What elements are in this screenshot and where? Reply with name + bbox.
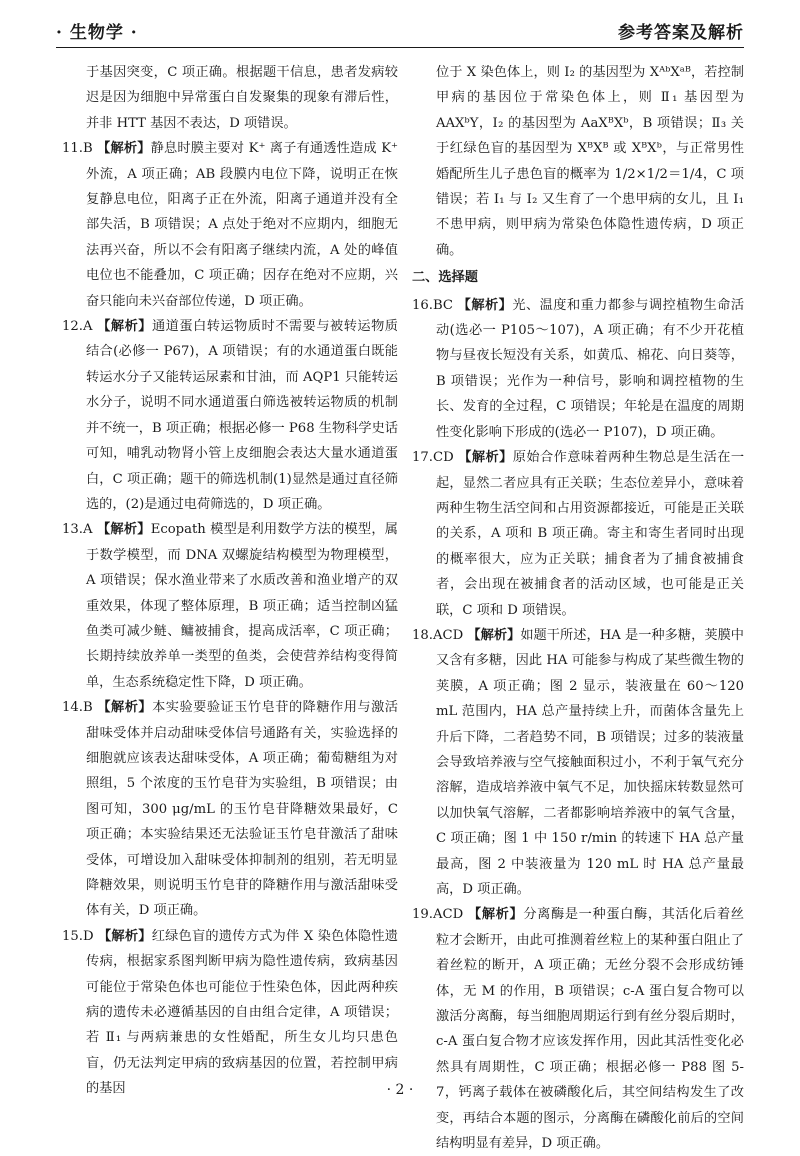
analysis-text: 本实验要验证玉竹皂苷的降糖作用与激活甜味受体并启动甜味受体信号通路有关，实验选择的细胞就应该表达甜味受体，A 项正确；葡萄糖组为对照组，5 个浓度的玉竹皂苷为实验组，B 项错误；由图可知，300 μg/mL 的玉竹皂苷降糖效果最好，C 项正确；本实验结果还无法验证玉竹皂苷激活了甜味受体，可增设加入甜味受体抑制剂的组别，若无明显降糖效果，则说明玉竹皂苷的降糖作用与激活甜味受体有关，D 项正确。 xyxy=(86,700,398,919)
analysis-text: 如题干所述，HA 是一种多糖，荚膜中又含有多糖，因此 HA 可能参与构成了某些微生物的荚膜，A 项正确；图 2 显示，装液量在 60～120 mL 范围内，HA 总产量持续上升，而菌体含量先上升后下降，二者趋势不同，B 项错误；过多的装液量会导致培养液与空气接触面积过小，不利于氧气充分溶解，造成培养液中氧气不足，加快摇床转数显然可以加快氧气溶解，二者都影响培养液中的氧气含量，C 项正确；图 1 中 150 r/min 的转速下 HA 总产量最高，图 2 中装液量为 120 mL 时 HA 总产量最高，D 项正确。 xyxy=(436,627,744,897)
analysis-tag: 【解析】 xyxy=(97,141,151,157)
paragraph-text: 位于 X 染色体上，则 Ⅰ₂ 的基因型为 XᴬᵇXᵃᴮ，若控制甲病的基因位于常染色体上，则 Ⅱ₁ 基因型为 AAXᵇY，Ⅰ₂ 的基因型为 AaXᴮXᵇ，B 项错误；Ⅱ₃ 关于红绿色盲的基因型为 XᴮXᴮ 或 XᴮXᵇ，与正常男性婚配所生儿子患色盲的概率为 1/2×1/2＝1/4，C 项错误；若 Ⅰ₁ 与 Ⅰ₂ 又生育了一个患甲病的女儿，且 Ⅰ₁ 不患甲病，则甲病为常染色体隐性遗传病，D 项正确。 xyxy=(436,65,744,258)
analysis-text: 静息时膜主要对 K⁺ 离子有通透性造成 K⁺ 外流，A 项正确；AB 段膜内电位下降，说明正在恢复静息电位，阳离子正在外流，阳离子通道并没有全部失活，B 项错误；A 点处于绝对不应期内，细胞无法再兴奋，所以不会有阳离子继续内流，A 处的峰值电位也不能叠加，C 项正确；因存在绝对不应期，兴奋只能向未兴奋部位传递，D 项正确。 xyxy=(86,141,399,309)
continued-paragraph xyxy=(412,60,744,263)
analysis-tag: 【解析】 xyxy=(458,450,513,466)
question-number: 16.BC xyxy=(412,297,453,313)
question-number: 17.CD xyxy=(412,450,454,466)
answer-item xyxy=(62,924,398,1102)
header-title: 参考答案及解析 xyxy=(618,23,744,43)
analysis-tag: 【解析】 xyxy=(467,627,521,643)
answer-item xyxy=(62,314,398,517)
analysis-text: 光、温度和重力都参与调控植物生命活动(选必一 P105～107)，A 项正确；有不少开花植物与昼夜长短没有关系，如黄瓜、棉花、向日葵等，B 项错误；光作为一种信号，影响和调控植物的生长、发育的全过程，C 项错误；年轮是在温度的周期性变化影响下形成的(选必一 P107)，D 项正确。 xyxy=(436,297,745,440)
analysis-text: 分离酶是一种蛋白酶，其活化后着丝粒才会断开，由此可推测着丝粒上的某种蛋白阻止了着丝粒的断开，A 项正确；无丝分裂不会形成纺锤体，无 M 的作用，B 项错误；c-A 蛋白复合物可以激活分离酶，每当细胞周期运行到有丝分裂后期时，c-A 蛋白复合物才应该发挥作用，因此其活性变化必然具有周期性，C 项正确；根据必修一 P88 图 5-7，钙离子载体在被磷酸化后，其空间结构发生了改变，再结合本题的图示，分离酶在磷酸化前后的空间结构明显有差异，D 项正确。 xyxy=(436,907,744,1152)
answer-item xyxy=(412,902,744,1156)
content-columns xyxy=(62,60,745,1152)
answer-item xyxy=(62,517,398,695)
question-number: 18.ACD xyxy=(412,627,464,643)
analysis-text: 原始合作意味着两种生物总是生活在一起，显然二者应具有正关联；生态位差异小，意味着两种生物生活空间和占用资源都接近，可能是正关联的关系，A 项和 B 项正确。寄主和寄生者同时出现的概率很大，应为正关联；捕食者为了捕食被捕食者，会出现在被捕食者的活动区域，也可能是正关联，C 项和 D 项错误。 xyxy=(436,450,745,618)
section-heading: 二、选择题 xyxy=(412,270,478,286)
question-number: 15.D xyxy=(62,928,94,944)
question-number: 13.A xyxy=(62,522,93,538)
analysis-text: 通道蛋白转运物质时不需要与被转运物质结合(必修一 P67)，A 项错误；有的水通道蛋白既能转运水分子又能转运尿素和甘油，而 AQP1 只能转运水分子，说明不同水通道蛋白筛选被转运物质的机制并不统一，B 项正确；根据必修一 P68 生物科学史话可知，哺乳动物肾小管上皮细胞会表达大量水通道蛋白，C 项正确；题干的筛选机制(1)显然是通过直径筛选的，(2)是通过电荷筛选的，D 项正确。 xyxy=(86,319,398,512)
question-number: 14.B xyxy=(62,700,93,716)
question-number: 12.A xyxy=(62,319,93,335)
analysis-tag: 【解析】 xyxy=(96,522,151,538)
subject-label: · 生物学 · xyxy=(56,23,138,43)
analysis-tag: 【解析】 xyxy=(97,928,152,944)
analysis-tag: 【解析】 xyxy=(468,907,524,923)
analysis-text: 红绿色盲的遗传方式为伴 X 染色体隐性遗传病，根据家系图判断甲病为隐性遗传病，致病基因可能位于常染色体也可能位于性染色体，因此两种疾病的遗传未必遵循基因的自由组合定律，A 项错误；若 Ⅱ₁ 与两病兼患的女性婚配，所生女儿均只患色盲，仍无法判定甲病的致病基因的位置，若控制甲病的基因 xyxy=(86,928,398,1097)
left-column xyxy=(62,60,399,1097)
answer-item xyxy=(62,136,398,314)
analysis-tag: 【解析】 xyxy=(97,700,153,716)
page-header xyxy=(56,12,744,48)
continued-paragraph xyxy=(62,60,398,136)
page-number: · 2 · xyxy=(386,1082,414,1098)
right-column xyxy=(412,60,745,1152)
paragraph-text: 于基因突变，C 项正确。根据题干信息，患者发病较迟是因为细胞中异常蛋白自发聚集的现象有滞后性，并非 HTT 基因不表达，D 项错误。 xyxy=(86,65,398,131)
question-number: 11.B xyxy=(62,141,93,157)
analysis-text: Ecopath 模型是利用数学方法的模型，属于数学模型，而 DNA 双螺旋结构模型为物理模型，A 项错误；保水渔业带来了水质改善和渔业增产的双重效果，体现了整体原理，B 项正确；适当控制凶猛鱼类可减少鲢、鳙被捕食，提高成活率，C 项正确；长期持续放养单一类型的鱼类，会使营养结构变得简单，生态系统稳定性下降，D 项正确。 xyxy=(86,522,398,690)
analysis-tag: 【解析】 xyxy=(457,297,513,313)
analysis-tag: 【解析】 xyxy=(97,319,152,335)
answer-item xyxy=(412,623,744,902)
answer-item xyxy=(412,293,744,445)
question-number: 19.ACD xyxy=(412,907,464,923)
answer-item xyxy=(62,695,398,924)
answer-item xyxy=(412,445,744,623)
